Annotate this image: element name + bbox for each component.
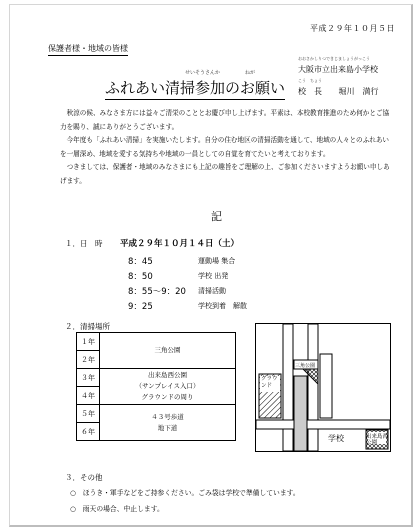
place-cell xyxy=(100,369,236,405)
note-item: ○ 雨天の場合、中止します。 xyxy=(70,505,164,513)
place-line: 出来島西公園 xyxy=(148,371,187,379)
body-paragraph: 今年度も「ふれあい清掃」を実施いたします。自分の住む地区の清掃活動を通して、地域の人々とのふれあいを一層深め、地域を愛する気持ちや地域の一員としての自覚を育てたいと考えております。 xyxy=(60,136,390,158)
grade-cell: ５年 xyxy=(77,405,100,423)
grade-cell: ２年 xyxy=(77,351,100,369)
place-line: ４３号歩道 xyxy=(151,412,184,421)
note-item: ○ ほうき・軍手などをご持参ください。ごみ袋は学校で準備しています。 xyxy=(70,489,300,497)
grade-cell: １年 xyxy=(77,333,100,351)
place-cell: 三角公園 xyxy=(100,333,236,369)
schedule-activity: 運動場 集合 xyxy=(198,257,236,265)
schedule-time: 9：25 xyxy=(128,302,153,312)
map-building xyxy=(320,354,332,418)
school-name: 大阪市立出来島小学校 xyxy=(298,65,378,74)
principal-name: 堀川 満行 xyxy=(338,87,379,96)
map-road xyxy=(283,324,293,451)
map-road xyxy=(308,324,318,451)
place-cell xyxy=(100,405,236,441)
section3-label: ３．その他 xyxy=(65,473,103,482)
place-line: （サンプレイス入口） xyxy=(135,382,200,390)
school-block xyxy=(298,53,379,97)
event-date: 平成２９年１０月１４日（土） xyxy=(120,239,240,249)
principal-ruby: こう ちょう xyxy=(298,78,322,83)
ki-heading: 記 xyxy=(211,210,222,223)
body-paragraph: 秋涼の候、みなさま方には益々ご清栄のこととお慶び申し上げます。平素は、本校教育推進のため何かとご協力を賜り、誠にありがとうございます。 xyxy=(60,109,390,131)
schedule-time: 8：50 xyxy=(128,272,153,282)
schedule-activity: 学校 出発 xyxy=(198,272,229,280)
map-label-school: 学校 xyxy=(328,434,344,443)
recipient: 保護者様・地域の皆様 xyxy=(48,43,128,56)
schedule-activity: 清掃活動 xyxy=(198,287,226,295)
table-row xyxy=(77,369,236,387)
issue-date: 平成２９年１０月５日 xyxy=(310,24,395,33)
place-line: グラウンドの周り xyxy=(141,393,194,401)
grade-cell: ６年 xyxy=(77,423,100,441)
schedule-time: 8：55～9：20 xyxy=(128,287,186,297)
table-row xyxy=(77,405,236,423)
principal xyxy=(298,86,379,97)
schedule-time: 8：45 xyxy=(128,257,153,267)
map-park-path xyxy=(294,376,307,451)
table-row xyxy=(77,333,236,351)
map-road xyxy=(256,420,390,429)
map-label-sankaku: 三角公園 xyxy=(295,363,316,369)
body-paragraph: つきましては、保護者・地域のみなさまにも上記の趣旨をご理解の上、ご参加くださいますようお願い申しあげます。 xyxy=(60,163,390,185)
map-label-ground: グラウンド xyxy=(261,376,278,389)
document-page xyxy=(9,4,413,527)
school-ruby: おおさかしりつできじましょうがっこう xyxy=(298,56,370,61)
map-label-park: 出来島西公園 xyxy=(366,434,389,446)
principal-title: 校 長 xyxy=(298,87,322,96)
cleaning-area-table xyxy=(76,332,236,441)
document-title: ふれあい清掃参加のお願い xyxy=(105,77,285,100)
grade-cell: ３年 xyxy=(77,369,100,387)
section2-label: ２．清掃場所 xyxy=(65,322,110,331)
area-map xyxy=(255,323,391,452)
place-line: 地下道 xyxy=(157,423,178,432)
schedule-activity: 学校到着 解散 xyxy=(198,302,247,310)
section1-label: １．日 時 xyxy=(65,239,103,248)
grade-cell: ４年 xyxy=(77,387,100,405)
title-ruby: せいそうさんか ねが xyxy=(185,70,256,76)
body-text xyxy=(60,107,395,188)
